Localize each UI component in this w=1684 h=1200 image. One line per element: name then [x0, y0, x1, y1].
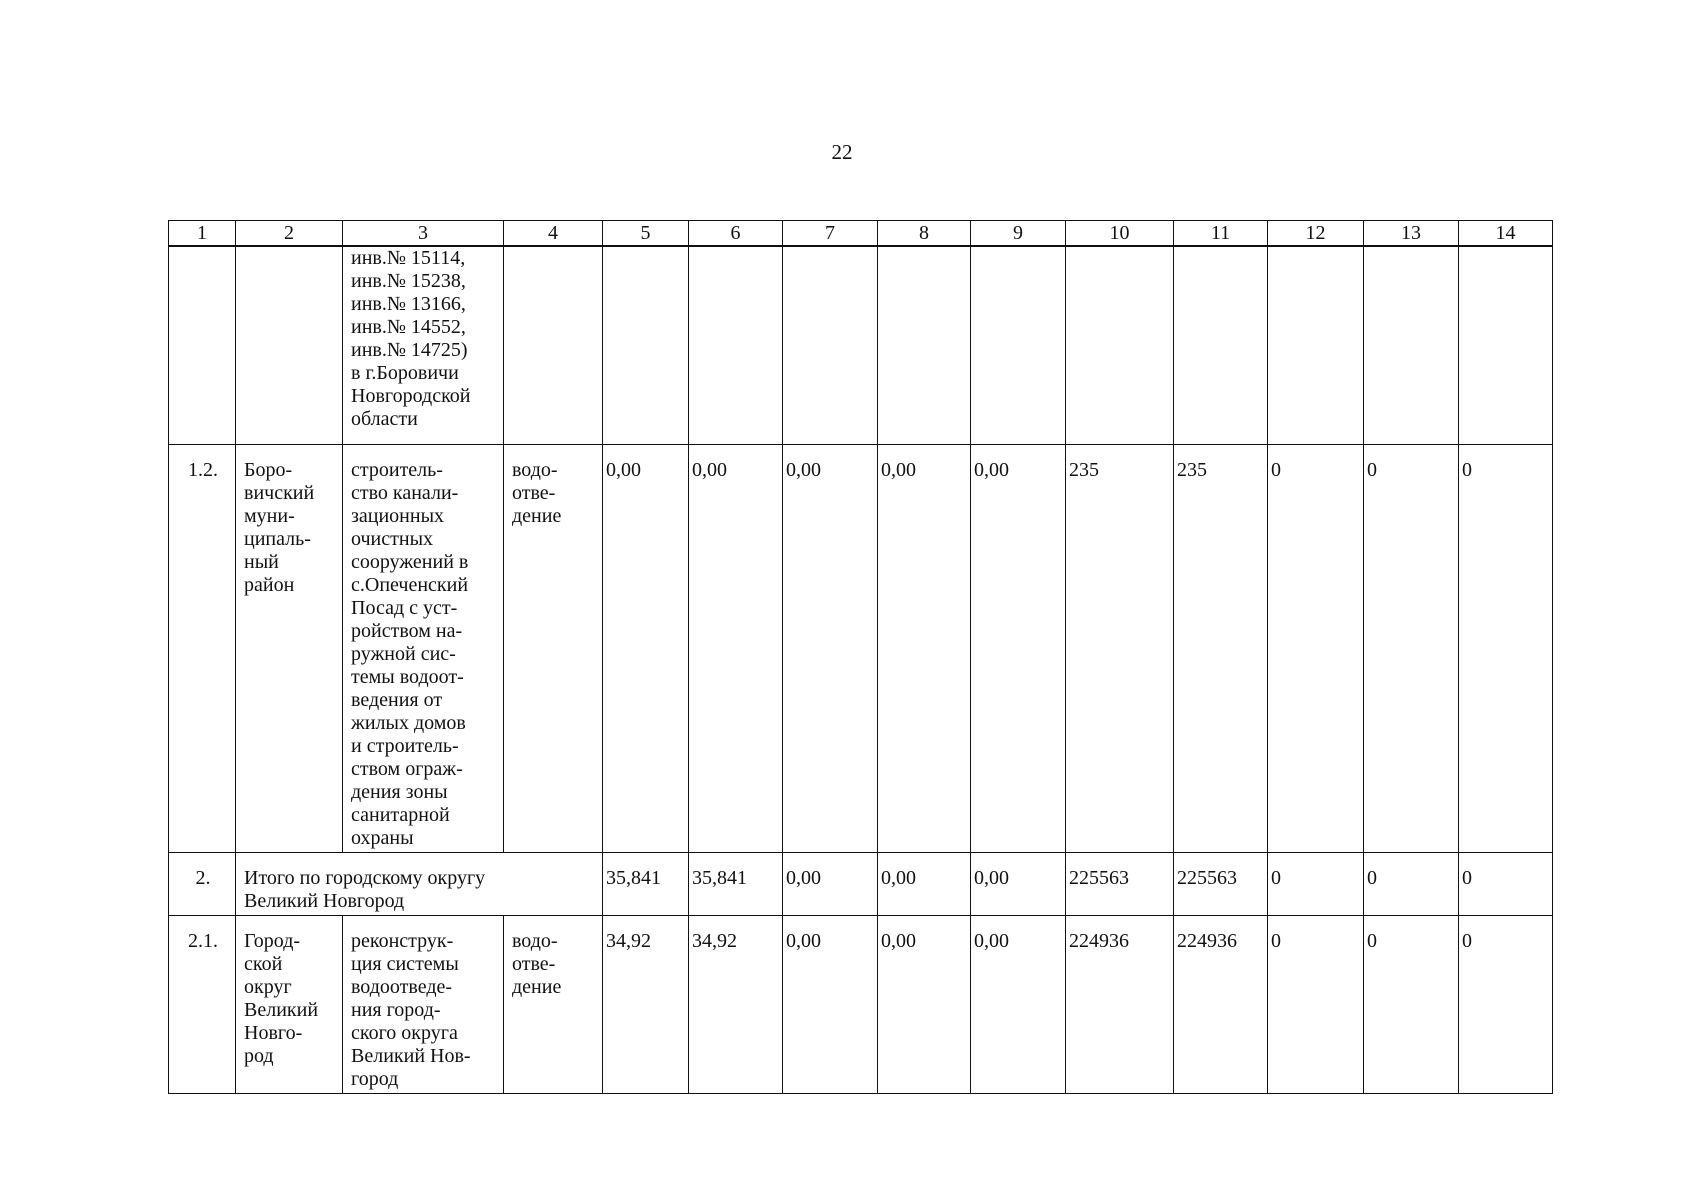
object-description-cell — [343, 246, 504, 444]
cell-line: отве- — [512, 952, 556, 975]
row-number-cell: 1.2. — [169, 444, 236, 852]
value-cell: 0,00 — [878, 915, 971, 1093]
cell-line: реконструк- — [351, 929, 454, 952]
value-cell: 0,00 — [971, 915, 1066, 1093]
municipality-cell — [236, 915, 343, 1093]
cell-line: Новго- — [244, 1021, 303, 1044]
total-label-cell — [236, 852, 603, 915]
value-cell: 0,00 — [971, 852, 1066, 915]
value-cell: 0 — [1459, 852, 1553, 915]
cell-line: водо- — [512, 929, 558, 952]
cell-line: ципаль- — [244, 527, 311, 550]
cell-line: санитарной — [351, 803, 450, 826]
value-cell — [1268, 246, 1364, 444]
value-cell: 0 — [1268, 852, 1364, 915]
cell-line: Боро- — [244, 458, 293, 481]
cell-line: ведения от — [351, 688, 443, 711]
cell-line: ство канали- — [351, 481, 459, 504]
header-cell: 14 — [1459, 221, 1553, 247]
value-cell: 0,00 — [971, 444, 1066, 852]
cell-line: и строитель- — [351, 734, 459, 757]
cell-line: Великий Новгород — [244, 889, 405, 912]
value-cell: 34,92 — [689, 915, 783, 1093]
cell-line: ской — [244, 952, 283, 975]
direction-cell — [504, 915, 603, 1093]
row-number-cell: 2. — [169, 852, 236, 915]
value-cell: 0,00 — [603, 444, 689, 852]
cell-line: Посад с уст- — [351, 596, 458, 619]
table-row-2-total — [169, 852, 1553, 915]
cell-line: округ — [244, 975, 292, 998]
table-row-continuation — [169, 246, 1553, 444]
cell-line: Город- — [244, 929, 301, 952]
value-cell: 225563 — [1066, 852, 1174, 915]
value-cell: 0,00 — [783, 852, 878, 915]
value-cell: 35,841 — [603, 852, 689, 915]
municipality-cell — [236, 246, 343, 444]
cell-line: темы водоот- — [351, 665, 464, 688]
value-cell: 0 — [1364, 915, 1459, 1093]
cell-line: район — [244, 573, 295, 596]
value-cell: 0,00 — [783, 444, 878, 852]
value-cell — [689, 246, 783, 444]
object-description-cell — [343, 444, 504, 852]
cell-line: Новгородской — [351, 385, 471, 407]
cell-line: сооружений в — [351, 550, 469, 573]
cell-line: жилых домов — [351, 711, 466, 734]
header-cell: 1 — [169, 221, 236, 247]
header-cell: 2 — [236, 221, 343, 247]
value-cell: 0 — [1364, 444, 1459, 852]
value-cell: 34,92 — [603, 915, 689, 1093]
municipality-cell — [236, 444, 343, 852]
value-cell — [971, 246, 1066, 444]
value-cell: 0,00 — [878, 444, 971, 852]
value-cell: 235 — [1174, 444, 1268, 852]
cell-line: с.Опеченский — [351, 573, 469, 596]
header-cell: 3 — [343, 221, 504, 247]
header-cell: 7 — [783, 221, 878, 247]
value-cell — [1174, 246, 1268, 444]
cell-line: инв.№ 14552, — [351, 316, 466, 338]
header-cell: 13 — [1364, 221, 1459, 247]
cell-line: водо- — [512, 458, 558, 481]
cell-line: Великий — [244, 998, 319, 1021]
value-cell — [878, 246, 971, 444]
cell-line: охраны — [351, 826, 414, 849]
cell-line: дение — [512, 975, 562, 998]
value-cell: 0 — [1459, 915, 1553, 1093]
value-cell — [783, 246, 878, 444]
cell-line: дение — [512, 504, 562, 527]
value-cell — [1066, 246, 1174, 444]
cell-line: отве- — [512, 481, 556, 504]
header-cell: 9 — [971, 221, 1066, 247]
cell-line: зационных — [351, 504, 445, 527]
cell-line: род — [244, 1044, 274, 1067]
value-cell: 0 — [1268, 444, 1364, 852]
cell-line: город — [351, 1067, 399, 1090]
cell-line: инв.№ 13166, — [351, 293, 466, 315]
header-cell: 5 — [603, 221, 689, 247]
value-cell: 0 — [1364, 852, 1459, 915]
header-cell: 12 — [1268, 221, 1364, 247]
cell-line: ный — [244, 550, 279, 573]
header-cell: 8 — [878, 221, 971, 247]
row-number-cell — [169, 246, 236, 444]
cell-line: ройством на- — [351, 619, 463, 642]
cell-line: инв.№ 15238, — [351, 270, 466, 292]
cell-line: инв.№ 15114, — [351, 247, 466, 269]
cell-line: области — [351, 408, 418, 430]
value-cell — [603, 246, 689, 444]
object-description-cell — [343, 915, 504, 1093]
value-cell: 224936 — [1174, 915, 1268, 1093]
cell-line: ством ограж- — [351, 757, 463, 780]
cell-line: вичский — [244, 481, 315, 504]
table-row-2-1 — [169, 915, 1553, 1093]
cell-line: ружной сис- — [351, 642, 456, 665]
direction-cell — [504, 246, 603, 444]
cell-line: муни- — [244, 504, 295, 527]
value-cell — [1364, 246, 1459, 444]
data-table — [168, 220, 1553, 1094]
cell-line: строитель- — [351, 458, 443, 481]
value-cell: 35,841 — [689, 852, 783, 915]
cell-line: ского округа — [351, 1021, 458, 1044]
header-cell: 6 — [689, 221, 783, 247]
value-cell: 224936 — [1066, 915, 1174, 1093]
page-number: 22 — [831, 140, 853, 164]
cell-line: Итого по городскому округу — [244, 866, 486, 889]
value-cell: 235 — [1066, 444, 1174, 852]
cell-line: в г.Боровичи — [351, 362, 459, 384]
cell-line: очистных — [351, 527, 434, 550]
value-cell: 0,00 — [878, 852, 971, 915]
value-cell: 0 — [1459, 444, 1553, 852]
cell-line: дения зоны — [351, 780, 448, 803]
value-cell: 0,00 — [783, 915, 878, 1093]
cell-line: ния город- — [351, 998, 441, 1021]
value-cell: 0,00 — [689, 444, 783, 852]
value-cell — [1459, 246, 1553, 444]
cell-line: водоотведе- — [351, 975, 453, 998]
table-row-1-2 — [169, 444, 1553, 852]
value-cell: 225563 — [1174, 852, 1268, 915]
row-number-cell: 2.1. — [169, 915, 236, 1093]
value-cell: 0 — [1268, 915, 1364, 1093]
header-cell: 10 — [1066, 221, 1174, 247]
header-row — [169, 221, 1553, 247]
header-cell: 11 — [1174, 221, 1268, 247]
direction-cell — [504, 444, 603, 852]
cell-line: ция системы — [351, 952, 459, 975]
cell-line: Великий Нов- — [351, 1044, 471, 1067]
cell-line: инв.№ 14725) — [351, 339, 468, 361]
header-cell: 4 — [504, 221, 603, 247]
